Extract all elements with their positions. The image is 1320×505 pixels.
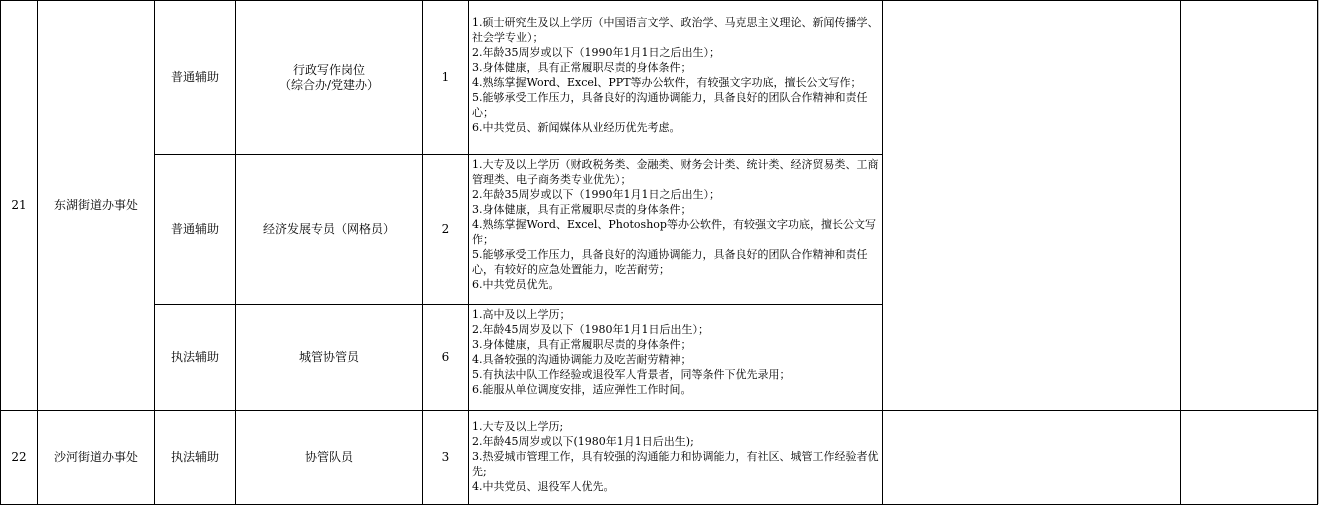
notes-cell: [883, 1, 1181, 411]
requirement-line: 6.中共党员、新闻媒体从业经历优先考虑。: [472, 121, 681, 134]
remarks-cell: [1181, 411, 1318, 505]
requirement-line: 2.年龄45周岁或以下(1980年1月1日后出生);: [472, 435, 694, 448]
requirement-line: 4.具备较强的沟通协调能力及吃苦耐劳精神；: [472, 353, 692, 366]
position-title-cell: [236, 1, 423, 155]
notes-cell: [883, 411, 1181, 505]
headcount-cell: 2: [423, 155, 469, 305]
table-row: [1, 411, 1318, 505]
requirements-cell: [469, 305, 883, 411]
requirement-line: 3.身体健康，具有正常履职尽责的身体条件；: [472, 338, 692, 351]
requirement-line: 2.年龄35周岁或以下（1990年1月1日之后出生）；: [472, 46, 720, 59]
requirement-line: 3.身体健康，具有正常履职尽责的身体条件；: [472, 203, 692, 216]
row-index-cell: 21: [1, 1, 38, 411]
row-index-cell: 22: [1, 411, 38, 505]
position-title-line: 行政写作岗位: [292, 62, 365, 77]
table-row: [1, 1, 1318, 155]
position-type-cell: 执法辅助: [155, 305, 236, 411]
requirement-line: 1.大专及以上学历（财政税务类、金融类、财务会计类、统计类、经济贸易类、工商管理类、电子商务类专业优先）；: [472, 158, 879, 186]
position-type-cell: 普通辅助: [155, 155, 236, 305]
requirement-line: 5.能够承受工作压力，具备良好的沟通协调能力，具备良好的团队合作精神和责任心；: [472, 91, 868, 119]
headcount-cell: 1: [423, 1, 469, 155]
sheet-edge-line: [1318, 0, 1319, 504]
position-title-line: 协管队员: [304, 450, 353, 464]
requirement-line: 6.能服从单位调度安排，适应弹性工作时间。: [472, 383, 692, 396]
position-type-cell: 执法辅助: [155, 411, 236, 505]
requirement-line: 1.高中及以上学历；: [472, 308, 571, 321]
position-title-line: 城管协管员: [298, 350, 359, 364]
requirement-line: 4.熟练掌握Word、Excel、Photoshop等办公软件，有较强文字功底，擅长公文写作；: [472, 218, 876, 246]
requirement-line: 2.年龄35周岁或以下（1990年1月1日之后出生）；: [472, 188, 720, 201]
requirement-line: 5.能够承受工作压力，具备良好的沟通协调能力，具备良好的团队合作精神和责任心，有较好的应急处置能力，吃苦耐劳；: [472, 248, 868, 276]
position-title-line: （综合办/党建办）: [278, 77, 380, 92]
position-type-cell: 普通辅助: [155, 1, 236, 155]
position-title-cell: [236, 155, 423, 305]
requirement-line: 4.中共党员、退役军人优先。: [472, 480, 615, 493]
position-title-cell: [236, 411, 423, 505]
requirement-line: 6.中共党员优先。: [472, 278, 560, 291]
unit-name-cell: 沙河街道办事处: [38, 411, 155, 505]
headcount-cell: 3: [423, 411, 469, 505]
requirement-line: 5.有执法中队工作经验或退役军人背景者，同等条件下优先录用；: [472, 368, 791, 381]
position-title-line: 经济发展专员（网格员）: [262, 222, 395, 236]
requirements-cell: [469, 1, 883, 155]
requirement-line: 1.硕士研究生及以上学历（中国语言文学、政治学、马克思主义理论、新闻传播学、社会学专业）；: [472, 16, 879, 44]
requirement-line: 3.热爱城市管理工作，具有较强的沟通能力和协调能力，有社区、城管工作经验者优先;: [472, 450, 879, 478]
requirements-cell: [469, 155, 883, 305]
position-title-cell: [236, 305, 423, 411]
remarks-cell: [1181, 1, 1318, 411]
requirement-line: 3.身体健康，具有正常履职尽责的身体条件；: [472, 61, 692, 74]
unit-name-cell: 东湖街道办事处: [38, 1, 155, 411]
requirements-cell: [469, 411, 883, 505]
requirement-line: 2.年龄45周岁及以下（1980年1月1日后出生）；: [472, 323, 709, 336]
headcount-cell: 6: [423, 305, 469, 411]
requirement-line: 4.熟练掌握Word、Excel、PPT等办公软件，有较强文字功底，擅长公文写作；: [472, 76, 862, 89]
requirement-line: 1.大专及以上学历;: [472, 420, 564, 433]
